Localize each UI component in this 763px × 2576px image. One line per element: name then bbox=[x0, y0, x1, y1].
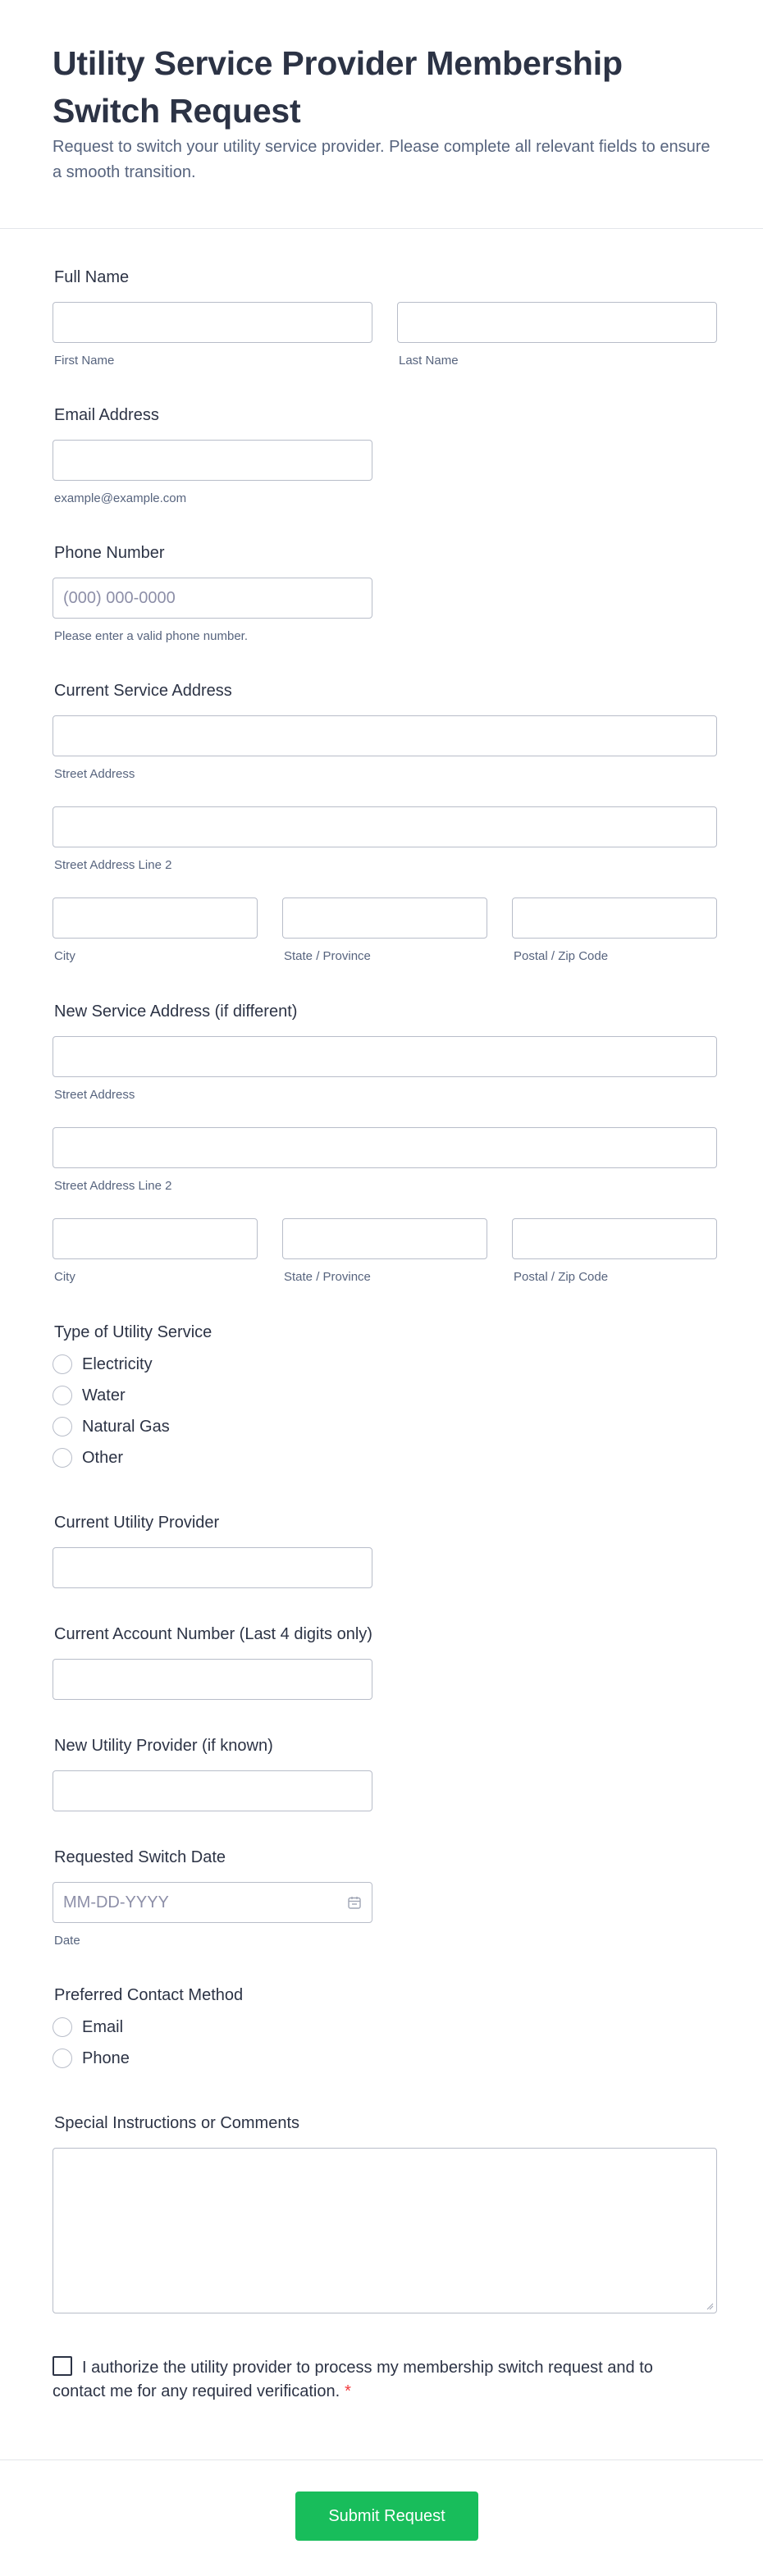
current-provider-field bbox=[53, 1513, 372, 1588]
page-subtitle: Request to switch your utility service provider. Please complete all relevant fields to ensure a smooth transition. bbox=[53, 138, 710, 181]
phone-label: Phone Number bbox=[54, 544, 165, 562]
phone-field bbox=[53, 543, 372, 644]
contact-option-email[interactable] bbox=[53, 2012, 717, 2043]
switch-date-sublabel: Date bbox=[54, 1934, 80, 1948]
date-placeholder: MM-DD-YYYY bbox=[63, 1893, 169, 1911]
email-field bbox=[53, 405, 372, 506]
required-mark: * bbox=[345, 2382, 351, 2400]
last-name-sublabel: Last Name bbox=[399, 354, 459, 368]
comments-label: Special Instructions or Comments bbox=[54, 2114, 300, 2132]
new-street2-sublabel: Street Address Line 2 bbox=[54, 1179, 172, 1193]
new-city-input[interactable] bbox=[53, 1218, 258, 1259]
first-name-sublabel: First Name bbox=[54, 354, 115, 368]
new-provider-label: New Utility Provider (if known) bbox=[54, 1737, 273, 1755]
new-street2-input[interactable] bbox=[53, 1127, 717, 1168]
radio-label: Email bbox=[82, 2017, 124, 2036]
current-zip-input[interactable] bbox=[512, 897, 717, 939]
new-provider-field bbox=[53, 1736, 372, 1811]
radio-button[interactable] bbox=[53, 1417, 72, 1436]
new-provider-input[interactable] bbox=[53, 1770, 372, 1811]
new-zip-input[interactable] bbox=[512, 1218, 717, 1259]
radio-button[interactable] bbox=[53, 1448, 72, 1468]
current-street2-input[interactable] bbox=[53, 806, 717, 847]
calendar-icon[interactable] bbox=[347, 1895, 362, 1910]
resize-handle-icon[interactable] bbox=[706, 2302, 714, 2310]
form-footer bbox=[0, 2460, 763, 2576]
page-title: Utility Service Provider Membership Switch Request bbox=[53, 44, 623, 130]
current-city-input[interactable] bbox=[53, 897, 258, 939]
submit-button[interactable]: Submit Request bbox=[295, 2492, 478, 2541]
new-street-input[interactable] bbox=[53, 1036, 717, 1077]
consent-field bbox=[53, 2356, 660, 2404]
contact-method-label: Preferred Contact Method bbox=[54, 1986, 244, 2004]
current-address-label: Current Service Address bbox=[54, 682, 232, 700]
radio-label: Water bbox=[82, 1386, 126, 1404]
email-sublabel: example@example.com bbox=[54, 491, 187, 505]
phone-sublabel: Please enter a valid phone number. bbox=[54, 629, 248, 643]
radio-label: Phone bbox=[82, 2048, 130, 2067]
current-city-sublabel: City bbox=[54, 949, 75, 963]
current-address-field bbox=[53, 681, 717, 964]
email-input[interactable] bbox=[53, 440, 372, 481]
radio-button[interactable] bbox=[53, 1386, 72, 1405]
current-state-sublabel: State / Province bbox=[284, 949, 371, 963]
current-provider-input[interactable] bbox=[53, 1547, 372, 1588]
radio-label: Other bbox=[82, 1448, 124, 1467]
account-number-field bbox=[53, 1624, 717, 1700]
account-number-input[interactable] bbox=[53, 1659, 372, 1700]
phone-placeholder: (000) 000-0000 bbox=[63, 588, 176, 607]
new-address-label: New Service Address (if different) bbox=[54, 1003, 298, 1021]
full-name-label: Full Name bbox=[54, 268, 130, 286]
utility-option-electricity[interactable] bbox=[53, 1349, 717, 1380]
utility-option-natural-gas[interactable] bbox=[53, 1411, 717, 1442]
radio-label: Natural Gas bbox=[82, 1417, 170, 1436]
full-name-field bbox=[53, 267, 717, 368]
switch-date-label: Requested Switch Date bbox=[54, 1848, 226, 1866]
phone-input[interactable] bbox=[53, 578, 372, 619]
current-provider-label: Current Utility Provider bbox=[54, 1514, 220, 1532]
consent-checkbox[interactable] bbox=[53, 2356, 72, 2376]
current-state-input[interactable] bbox=[282, 897, 487, 939]
first-name-input[interactable] bbox=[53, 302, 372, 343]
utility-option-water[interactable] bbox=[53, 1380, 717, 1411]
radio-label: Electricity bbox=[82, 1354, 153, 1373]
current-street-input[interactable] bbox=[53, 715, 717, 756]
radio-button[interactable] bbox=[53, 1354, 72, 1374]
consent-text: I authorize the utility provider to process my membership switch request and to contact me for any required verification. bbox=[53, 2359, 653, 2400]
new-address-field bbox=[53, 1002, 717, 1285]
account-number-label: Current Account Number (Last 4 digits only) bbox=[54, 1625, 372, 1643]
new-city-sublabel: City bbox=[54, 1270, 75, 1284]
utility-option-other[interactable] bbox=[53, 1442, 717, 1473]
current-street-sublabel: Street Address bbox=[54, 767, 135, 781]
switch-date-input[interactable] bbox=[53, 1882, 372, 1923]
new-zip-sublabel: Postal / Zip Code bbox=[514, 1270, 609, 1284]
utility-type-field bbox=[53, 1322, 717, 1473]
contact-method-field bbox=[53, 1985, 717, 2074]
new-state-input[interactable] bbox=[282, 1218, 487, 1259]
contact-option-phone[interactable] bbox=[53, 2043, 717, 2074]
radio-button[interactable] bbox=[53, 2048, 72, 2068]
new-state-sublabel: State / Province bbox=[284, 1270, 371, 1284]
current-zip-sublabel: Postal / Zip Code bbox=[514, 949, 609, 963]
email-label: Email Address bbox=[54, 406, 159, 424]
new-street-sublabel: Street Address bbox=[54, 1088, 135, 1102]
form-header bbox=[0, 0, 763, 229]
switch-date-field bbox=[53, 1848, 372, 1948]
utility-type-label: Type of Utility Service bbox=[54, 1323, 212, 1341]
comments-textarea[interactable] bbox=[53, 2148, 717, 2313]
radio-button[interactable] bbox=[53, 2017, 72, 2037]
last-name-input[interactable] bbox=[397, 302, 717, 343]
current-street2-sublabel: Street Address Line 2 bbox=[54, 858, 172, 872]
comments-field bbox=[53, 2113, 717, 2313]
